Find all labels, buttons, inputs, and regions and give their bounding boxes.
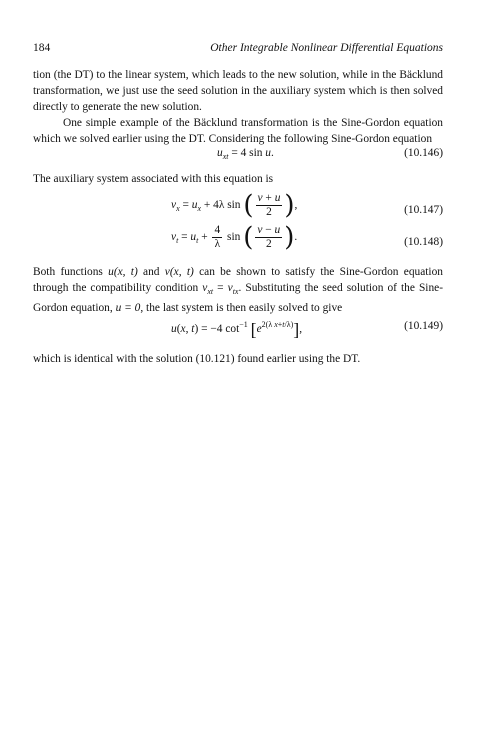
equation-10-149-body: u(x, t) = −4 $\cot^{-1} [e^{2(\lambda x+t/\lambda)}]$,	[171, 319, 303, 340]
equation-10-146	[33, 147, 443, 171]
equation-number: (10.147)	[404, 204, 443, 216]
equation-10-149	[33, 320, 443, 344]
inline-math-v: v(x, t)	[164, 266, 194, 278]
paragraph-auxiliary-system: The auxiliary system associated with this equation is	[33, 173, 274, 185]
page-header	[33, 42, 443, 60]
inline-math-compatibility: $v_{xt} = v_{tx}$	[202, 282, 239, 296]
equation-10-147	[33, 190, 443, 226]
equation-10-147-body: $v_x = u_x + 4\lambda$ sin ( $\frac{v + u}{2}$ ),	[171, 190, 298, 221]
inline-math-u: u(x, t)	[108, 266, 138, 278]
equation-10-148-body: $v_t = u_t$ + $\frac{4}{\lambda}$ sin ( $\frac{v - u}{2}$ ).	[171, 222, 298, 253]
equation-10-148	[33, 222, 443, 258]
running-title: Other Integrable Nonlinear Differential Equations	[210, 42, 443, 54]
paragraph-sine-gordon-intro: One simple example of the Bäcklund transformation is the Sine-Gordon equation which we solved earlier using the DT. Considering the following Sine-Gordon equation	[33, 117, 443, 145]
equation-number: (10.149)	[404, 320, 443, 332]
page-number: 184	[33, 42, 51, 54]
paragraph-conclusion: which is identical with the solution (10.121) found earlier using the DT.	[33, 353, 361, 365]
inline-math-seed: u = 0	[115, 302, 141, 314]
equation-number: (10.146)	[404, 147, 443, 159]
equation-10-146-body: $u_{xt} = 4$ sin u.	[217, 147, 274, 161]
paragraph-compatibility: Both functions u(x, t) and v(x, t) can be shown to satisfy the Sine-Gordon equation through the compatibility condition $v_{xt} = v_{tx}$. Substituting the seed solution of the Sine-Gordon equation, u = 0, the last system is then easily solved to give	[33, 266, 443, 314]
equation-number: (10.148)	[404, 236, 443, 248]
paragraph-continued: tion (the DT) to the linear system, which leads to the new solution, while in the Bäcklund transformation, we just use the seed solution in the auxiliary system which is then solved directly to generate the new solution.	[33, 69, 443, 113]
